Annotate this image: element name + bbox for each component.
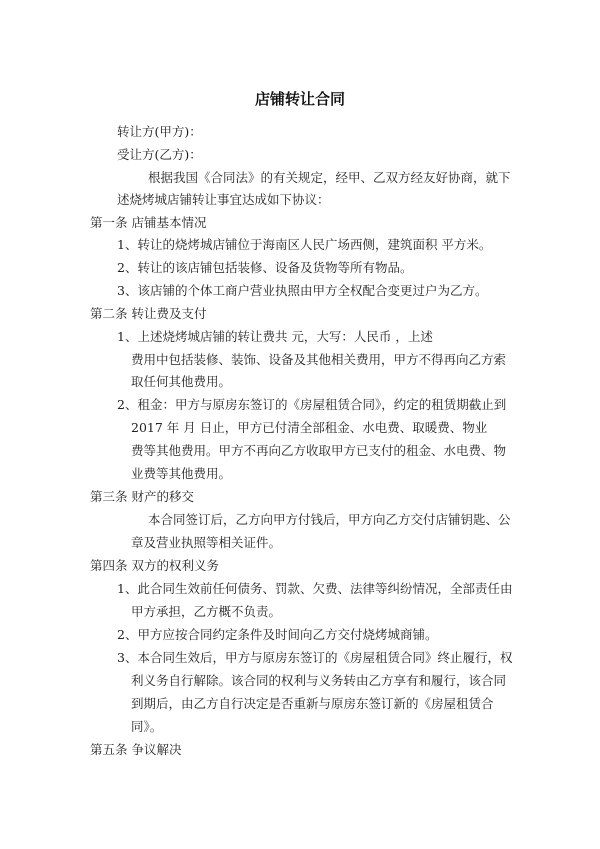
article-2-item-1-cont: 费用中包括装修、装饰、设备及其他相关费用，甲方不得再向乙方索 <box>131 352 507 367</box>
transferee-line: 受让方(乙方)： <box>117 147 202 162</box>
article-4-item-3-cont2: 到期后，由乙方自行决定是否重新与原房东签订新的《房屋租赁合 <box>131 696 494 711</box>
article-2-item-1-cont2: 取任何其他费用。 <box>131 374 232 389</box>
preamble-line-2: 述烧烤城店铺转让事宜达成如下协议： <box>117 192 330 207</box>
article-1-heading: 第一条 店铺基本情况 <box>90 215 207 230</box>
transferor-line: 转让方(甲方)： <box>117 124 202 139</box>
article-4-item-3: 3、本合同生效后，甲方与原房东签订的《房屋租赁合同》终止履行，权 <box>117 650 513 665</box>
article-4-item-1: 1、此合同生效前任何债务、罚款、欠费、法律等纠纷情况，全部责任由 <box>117 581 513 596</box>
article-1-item-1: 1、转让的烧烤城店铺位于海南区人民广场西侧，建筑面积 平方米。 <box>117 237 492 252</box>
article-2-heading: 第二条 转让费及支付 <box>90 306 207 321</box>
article-1-item-3: 3、该店铺的个体工商户营业执照由甲方全权配合变更过户为乙方。 <box>117 283 488 298</box>
article-2-item-2-cont: 2017 年 月 日止，甲方已付清全部租金、水电费、取暖费、物业 <box>131 420 488 435</box>
article-4-item-2: 2、甲方应按合同约定条件及时间向乙方交付烧烤城商铺。 <box>117 627 438 642</box>
article-3-heading: 第三条 财产的移交 <box>90 489 194 504</box>
article-3-para-1: 本合同签订后，乙方向甲方付钱后，甲方向乙方交付店铺钥匙、公 <box>148 512 511 527</box>
article-4-item-1-cont: 甲方承担，乙方概不负责。 <box>131 604 282 619</box>
article-4-item-3-cont3: 同》。 <box>131 719 163 734</box>
article-4-item-3-cont: 利义务自行解除。该合同的权利与义务转由乙方享有和履行，该合同 <box>131 673 507 688</box>
article-4-heading: 第四条 双方的权利义务 <box>90 558 219 573</box>
article-2-item-2-cont3: 业费等其他费用。 <box>131 466 232 481</box>
article-5-heading: 第五条 争议解决 <box>90 742 182 757</box>
article-1-item-2: 2、转让的该店铺包括装修、设备及货物等所有物品。 <box>117 260 413 275</box>
article-2-item-2-cont2: 费等其他费用。甲方不再向乙方收取甲方已支付的租金、水电费、物 <box>131 443 507 458</box>
article-2-item-1: 1、上述烧烤城店铺的转让费共 元，大写：人民币 ，上述 <box>117 329 433 344</box>
document-title: 店铺转让合同 <box>254 90 345 108</box>
article-3-para-2: 章及营业执照等相关证件。 <box>131 535 282 550</box>
preamble-line-1: 根据我国《合同法》的有关规定，经甲、乙双方经友好协商，就下 <box>148 170 511 185</box>
article-2-item-2: 2、租金：甲方与原房东签订的《房屋租赁合同》，约定的租赁期截止到 <box>117 397 507 412</box>
